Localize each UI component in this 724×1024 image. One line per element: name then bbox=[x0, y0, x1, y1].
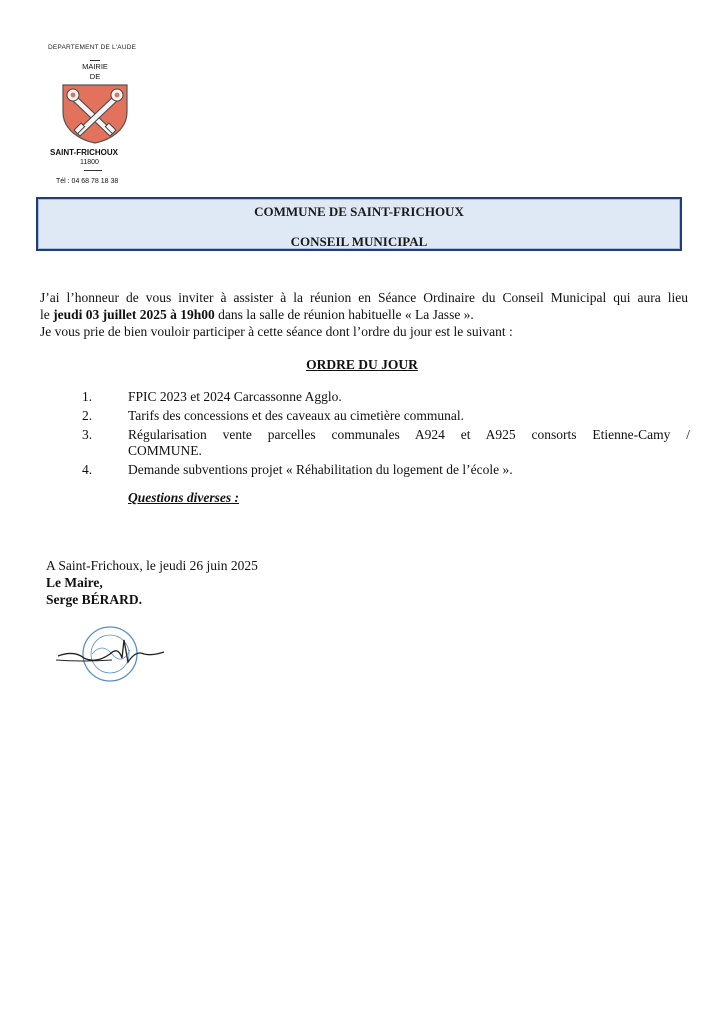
town-name: SAINT-FRICHOUX bbox=[50, 148, 118, 157]
item-number: 2. bbox=[82, 408, 93, 423]
mairie-line1: MAIRIE bbox=[82, 62, 108, 71]
list-item bbox=[80, 462, 690, 478]
item-number: 4. bbox=[82, 462, 93, 477]
item-text: Tarifs des concessions et des caveaux au cimetière communal. bbox=[128, 408, 465, 423]
invitation-text bbox=[40, 289, 688, 340]
letterhead bbox=[40, 44, 150, 194]
meeting-datetime: jeudi 03 juillet 2025 à 19h00 bbox=[53, 307, 215, 322]
questions-diverses: Questions diverses : bbox=[128, 490, 239, 505]
official-stamp-icon bbox=[52, 624, 182, 691]
item-text: FPIC 2023 et 2024 Carcassonne Agglo. bbox=[128, 389, 342, 404]
item-number: 1. bbox=[82, 389, 93, 404]
intro-location: dans la salle de réunion habituelle « La Jasse ». bbox=[214, 307, 474, 322]
item-text-continued: COMMUNE. bbox=[128, 443, 202, 458]
department-label: DEPARTEMENT DE L'AUDE bbox=[48, 44, 137, 51]
title-banner bbox=[36, 197, 682, 251]
intro-line-3: Je vous prie de bien vouloir participer à cette séance dont l’ordre du jour est le suivant : bbox=[40, 324, 513, 339]
intro-prefix: le bbox=[40, 307, 54, 322]
phone-number: Tél : 04 68 78 18 38 bbox=[56, 178, 119, 185]
item-text: Demande subventions projet « Réhabilitation du logement de l’école ». bbox=[128, 462, 513, 477]
place-date: A Saint-Frichoux, le jeudi 26 juin 2025 bbox=[46, 558, 258, 573]
banner-conseil: CONSEIL MUNICIPAL bbox=[290, 234, 428, 249]
mairie-label bbox=[78, 62, 112, 82]
mairie-line2: DE bbox=[89, 72, 101, 81]
zip-code: 11800 bbox=[80, 159, 99, 166]
list-item bbox=[80, 408, 690, 424]
intro-line-1: J’ai l’honneur de vous inviter à assister à la réunion en Séance Ordinaire du Conseil Municipal qui aura lieu bbox=[40, 290, 688, 305]
list-item bbox=[80, 389, 690, 405]
town-crest-icon bbox=[60, 82, 130, 149]
divider bbox=[84, 170, 102, 171]
mayor-role: Le Maire, bbox=[46, 575, 103, 590]
agenda-title: ORDRE DU JOUR bbox=[306, 357, 418, 372]
mayor-name: Serge BÉRARD. bbox=[46, 592, 142, 607]
signature-block bbox=[46, 557, 258, 608]
list-item bbox=[80, 427, 690, 459]
divider bbox=[90, 60, 100, 61]
item-number: 3. bbox=[82, 427, 93, 442]
intro-line-2 bbox=[40, 306, 688, 323]
banner-commune: COMMUNE DE SAINT-FRICHOUX bbox=[254, 204, 464, 219]
agenda-list bbox=[80, 389, 690, 481]
item-text: Régularisation vente parcelles communales A924 et A925 consorts Etienne-Camy / bbox=[128, 427, 690, 442]
